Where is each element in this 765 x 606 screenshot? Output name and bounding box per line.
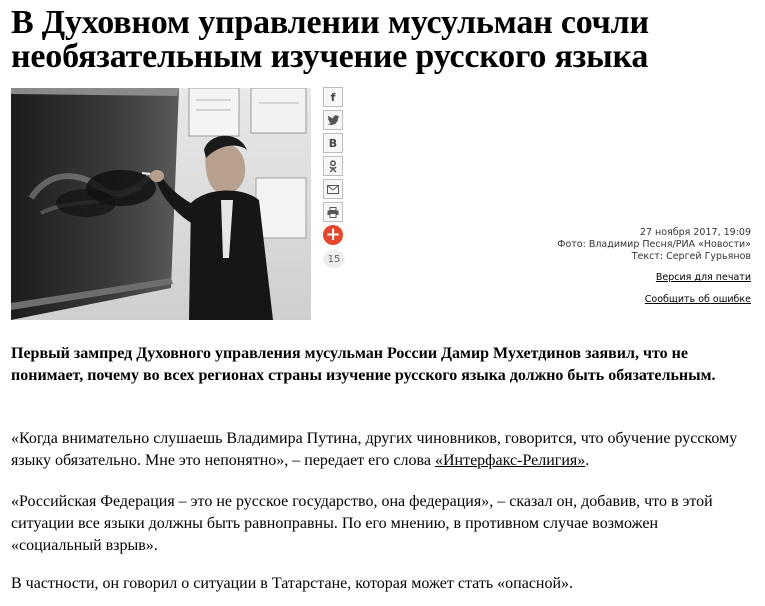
report-error-link[interactable]: Сообщить об ошибке: [644, 294, 751, 305]
email-share-button[interactable]: [323, 179, 343, 199]
paragraph-1-text: «Когда внимательно слушаешь Владимира Путина, других чиновников, говорится, что обучение русскому языку обязательно. Мне это непонятно», – передает его слова: [11, 430, 738, 469]
printer-icon: [327, 207, 339, 218]
odnoklassniki-icon: [328, 160, 338, 173]
article-paragraph-2: «Российская Федерация – это не русское государство, она федерация», – сказал он, добавив, что в этой ситуации все языки должны быть равноправны. По его мнению, в противном случае возможен «социальный взрыв».: [11, 493, 713, 554]
share-bar: [323, 87, 345, 268]
publish-date: 27 ноября 2017, 19:09: [639, 227, 751, 238]
interfax-religion-link[interactable]: «Интерфакс-Религия»: [434, 452, 586, 469]
facebook-icon: f: [330, 90, 336, 104]
article-paragraph-1: [11, 428, 751, 472]
comments-count-badge[interactable]: 15: [323, 250, 345, 268]
article-paragraph-3: В частности, он говорил о ситуации в Татарстане, которая может стать «опасной».: [11, 575, 574, 592]
photo-credit: Фото: Владимир Песня/РИА «Новости»: [557, 239, 751, 250]
twitter-icon: [327, 115, 340, 126]
article-author: Текст: Сергей Гурьянов: [631, 251, 751, 262]
paragraph-1-end: .: [585, 452, 590, 469]
article-headline: В Духовном управлении мусульман сочли необязательным изучение русского языка: [11, 4, 649, 75]
vk-share-button[interactable]: [323, 133, 343, 153]
odnoklassniki-share-button[interactable]: [323, 156, 343, 176]
twitter-share-button[interactable]: [323, 110, 343, 130]
plus-icon: +: [325, 224, 341, 245]
article-meta: [557, 227, 751, 263]
mail-icon: [327, 185, 339, 194]
print-version-link[interactable]: Версия для печати: [655, 272, 751, 283]
print-button[interactable]: [323, 202, 343, 222]
more-share-button[interactable]: [323, 225, 343, 245]
article-photo: [11, 88, 311, 320]
article-lead: Первый зампред Духовного управления мусульман России Дамир Мухетдинов заявил, что не понимает, почему во всех регионах страны изучение русского языка должно быть обязательным.: [11, 345, 716, 384]
facebook-share-button[interactable]: [323, 87, 343, 107]
vk-icon: В: [328, 136, 338, 150]
